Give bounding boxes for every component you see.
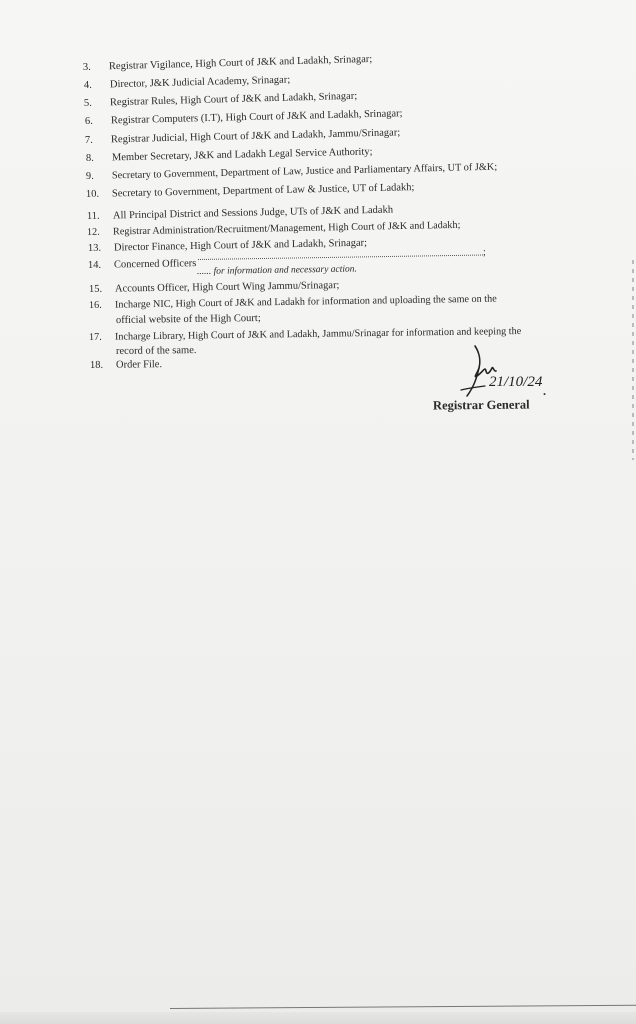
list-item: 9. Secretary to Government, Department of Law, Justice and Parliamentary Affairs, UT of J&K; — [85, 161, 498, 182]
list-item-continuation: official website of the High Court; — [115, 312, 261, 326]
page-bottom-shadow — [0, 1012, 636, 1024]
info-note: ...... for information and necessary action. — [196, 264, 357, 277]
list-item: 4. Director, J&K Judicial Academy, Srinagar; — [83, 74, 291, 91]
punctuation-mark: ; — [483, 247, 486, 258]
list-item: 16. Incharge NIC, High Court of J&K and Ladakh for information and uploading the same on the — [88, 293, 497, 311]
page-edge-marks — [632, 260, 634, 460]
list-item: 18. Order File. — [89, 359, 163, 371]
list-item: 14. Concerned Officers — [87, 258, 197, 271]
list-item: 6. Registrar Computers (I.T), High Court of J&K and Ladakh, Srinagar; — [84, 108, 403, 127]
signatory-title: Registrar General — [432, 397, 530, 413]
list-item: 13. Director Finance, High Court of J&K and Ladakh, Srinagar; — [87, 237, 368, 254]
list-item: 12. Registrar Administration/Recruitment/Management, High Court of J&K and Ladakh; — [86, 219, 461, 238]
list-item: 5. Registrar Rules, High Court of J&K and Ladakh, Srinagar; — [83, 90, 358, 109]
signature-dot: . — [543, 384, 546, 398]
blank-fill-line — [198, 255, 483, 260]
list-item: 10. Secretary to Government, Department of Law & Justice, UT of Ladakh; — [85, 182, 415, 200]
list-item: 3. Registrar Vigilance, High Court of J&K and Ladakh, Srinagar; — [82, 53, 373, 73]
svg-text:21/10/24: 21/10/24 — [489, 374, 543, 390]
list-item-continuation: record of the same. — [115, 345, 197, 357]
list-item: 17. Incharge Library, High Court of J&K and Ladakh, Jammu/Srinagar for information and keeping the — [88, 325, 522, 343]
list-item: 7. Registrar Judicial, High Court of J&K and Ladakh, Jammu/Srinagar; — [84, 127, 401, 146]
signature-image — [455, 338, 565, 400]
page-bottom-edge — [170, 1005, 636, 1009]
list-item: 8. Member Secretary, J&K and Ladakh Legal Service Authority; — [85, 146, 373, 164]
list-item: 15. Accounts Officer, High Court Wing Jammu/Srinagar; — [88, 280, 340, 295]
list-item: 11. All Principal District and Sessions Judge, UTs of J&K and Ladakh — [86, 204, 394, 222]
